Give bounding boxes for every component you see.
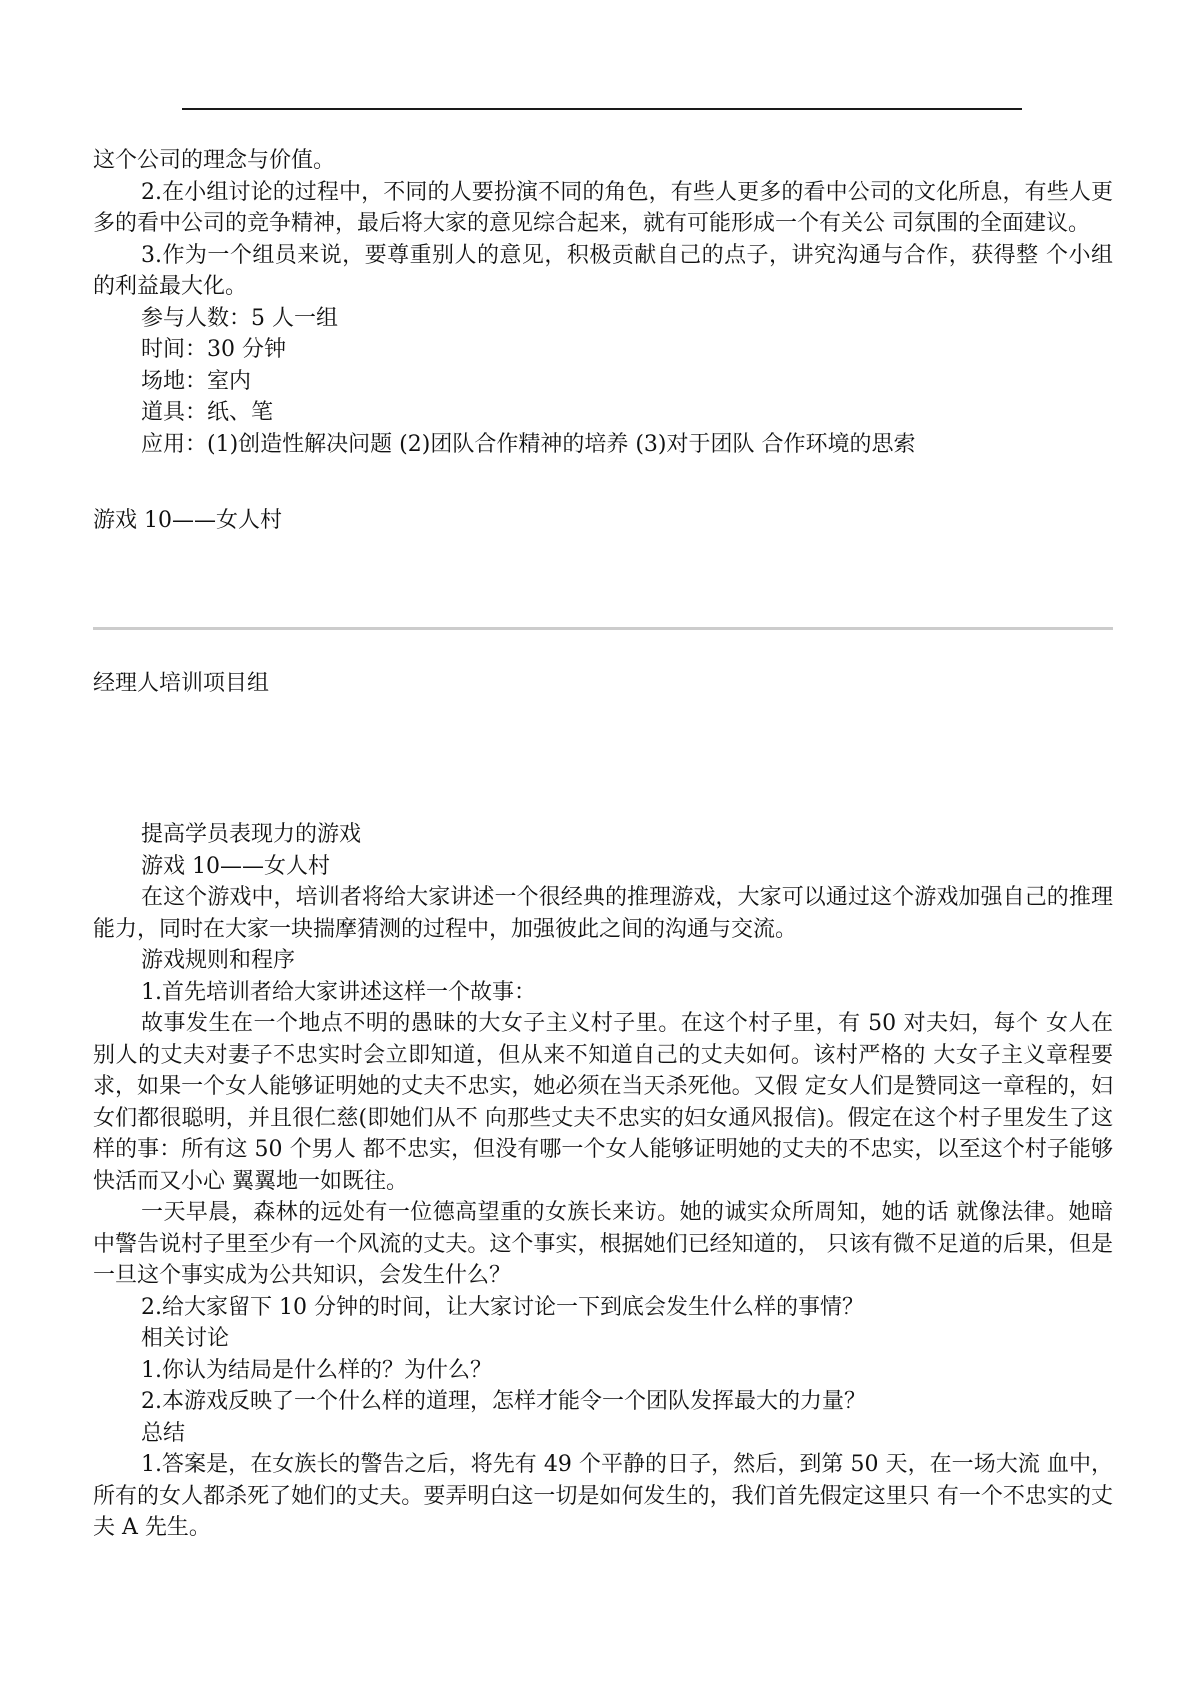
paragraph: 应用：(1)创造性解决问题 (2)团队合作精神的培养 (3)对于团队 合作环境的思索 bbox=[141, 431, 916, 457]
paragraph: 3.作为一个组员来说，要尊重别人的意见，积极贡献自己的点子，讲究沟通与合作，获得整 个小组的利益最大化。 bbox=[93, 242, 1113, 299]
game-heading: 游戏 10——女人村 bbox=[93, 508, 282, 533]
paragraph: 提高学员表现力的游戏 bbox=[141, 822, 362, 847]
footer-org-name: 经理人培训项目组 bbox=[93, 671, 270, 696]
paragraph: 1.首先培训者给大家讲述这样一个故事： bbox=[141, 979, 536, 1005]
paragraph: 2.本游戏反映了一个什么样的道理，怎样才能令一个团队发挥最大的力量？ bbox=[141, 1389, 866, 1414]
paragraph: 道具：纸、笔 bbox=[141, 400, 274, 425]
paragraph: 参与人数：5 人一组 bbox=[141, 305, 338, 331]
paragraph: 2.在小组讨论的过程中，不同的人要扮演不同的角色，有些人更多的看中公司的文化所息，有些人更多的看中公司的竞争精神，最后将大家的意见综合起来，就有可能形成一个有关公 司氛围的全面建议。 bbox=[93, 179, 1113, 236]
paragraph: 游戏 10——女人村 bbox=[141, 853, 330, 879]
paragraph: 1.答案是，在女族长的警告之后，将先有 49 个平静的日子，然后，到第 50 天，在一场大流 血中，所有的女人都杀死了她们的丈夫。要弄明白这一切是如何发生的，我们首先假定这里只 有一个不忠实的丈夫 A 先生。 bbox=[93, 1452, 1113, 1540]
section-2 bbox=[93, 819, 1113, 1544]
paragraph: 总结 bbox=[141, 1420, 186, 1446]
page-divider bbox=[93, 627, 1113, 630]
paragraph: 这个公司的理念与价值。 bbox=[93, 148, 336, 173]
paragraph: 场地：室内 bbox=[141, 368, 252, 394]
paragraph: 时间：30 分钟 bbox=[141, 337, 286, 362]
paragraph: 2.给大家留下 10 分钟的时间，让大家讨论一下到底会发生什么样的事情？ bbox=[141, 1294, 864, 1320]
paragraph: 游戏规则和程序 bbox=[141, 948, 296, 973]
section-1 bbox=[93, 145, 1113, 460]
paragraph: 在这个游戏中，培训者将给大家讲述一个很经典的推理游戏，大家可以通过这个游戏加强自己的推理能力，同时在大家一块揣摩猜测的过程中，加强彼此之间的沟通与交流。 bbox=[93, 885, 1113, 942]
paragraph: 一天早晨，森林的远处有一位德高望重的女族长来访。她的诚实众所周知，她的话 就像法律。她暗中警告说村子里至少有一个风流的丈夫。这个事实，根据她们已经知道的， 只该有微不足道的后果，但是一旦这个事实成为公共知识，会发生什么？ bbox=[93, 1200, 1113, 1288]
header-rule bbox=[182, 108, 1022, 110]
paragraph: 故事发生在一个地点不明的愚昧的大女子主义村子里。在这个村子里，有 50 对夫妇，每个 女人在别人的丈夫对妻子不忠实时会立即知道，但从来不知道自己的丈夫如何。该村严格的 大女子主义章程要求，如果一个女人能够证明她的丈夫不忠实，她必须在当天杀死他。又假 定女人们是赞同这一章程的，妇女们都很聪明，并且很仁慈(即她们从不 向那些丈夫不忠实的妇女通风报信)。假定在这个村子里发生了这样的事：所有这 50 个男人 都不忠实，但没有哪一个女人能够证明她的丈夫的不忠实，以至这个村子能够快活而又小心 翼翼地一如既往。 bbox=[93, 1011, 1113, 1194]
paragraph: 相关讨论 bbox=[141, 1326, 230, 1351]
paragraph: 1.你认为结局是什么样的？为什么？ bbox=[141, 1357, 492, 1383]
